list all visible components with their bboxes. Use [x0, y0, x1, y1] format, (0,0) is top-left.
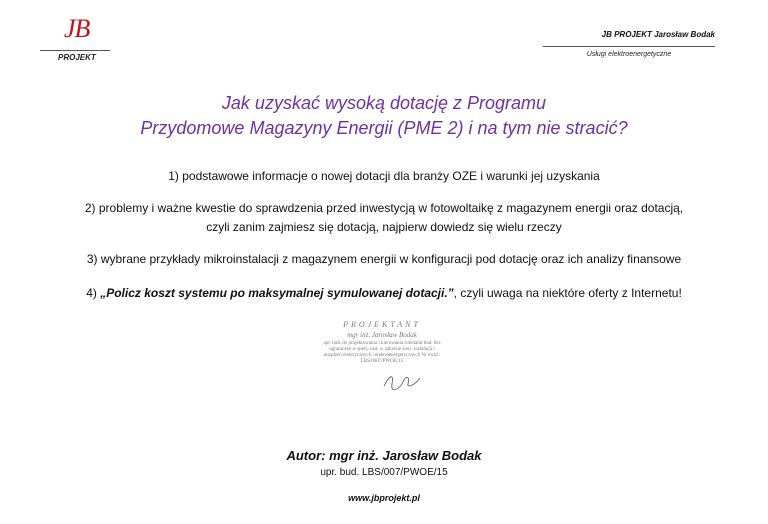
- point-1: 1) podstawowe informacje o nowej dotacji dla branży OZE i warunki jej uzyskania: [168, 169, 600, 183]
- company-logo: [40, 14, 110, 64]
- stamp-name: mgr inż. Jarosław Bodak: [347, 331, 417, 339]
- company-name: JB PROJEKT Jarosław Bodak: [601, 30, 715, 39]
- point-2-line-2: czyli zanim zajmiesz się dotacją, najpierw dowiedz się wielu rzeczy: [206, 220, 562, 234]
- point-4-prefix: 4): [86, 286, 101, 300]
- logo-text: JB: [64, 14, 90, 43]
- title-line-1: Jak uzyskać wysoką dotację z Programu: [221, 93, 547, 113]
- point-2-line-1: 2) problemy i ważne kwestie do sprawdzenia przed inwestycją w fotowoltaikę z magazynem energii oraz dotacją,: [84, 201, 684, 215]
- point-4-quote: „Policz koszt systemu po maksymalnej symulowanej dotacji.”: [100, 286, 454, 300]
- header-divider: [543, 46, 715, 47]
- stamp-text: upr. bud. do projektowania i kierowania robotami bud. bez ograniczeń w specj. inst. w zakresie sieci, instalacji i urządzeń elektrycznych i elektroenergetycznych Nr ewid.: LBS/0007/PWOE/15: [323, 341, 441, 364]
- point-4-suffix: , czyli uwaga na niektóre oferty z Internetu!: [453, 286, 682, 300]
- logo-subtitle: PROJEKT: [58, 53, 96, 62]
- stamp-heading: PROJEKTANT: [343, 320, 421, 329]
- header-company: [543, 30, 715, 58]
- designer-stamp: [322, 320, 442, 400]
- company-tagline: Usługi elektroenergetyczne: [586, 51, 672, 58]
- author-line: Autor: mgr inż. Jarosław Bodak: [286, 448, 482, 463]
- title-line-2: Przydomowe Magazyny Energii (PME 2) i na tym nie stracić?: [140, 118, 628, 138]
- logo-divider: [40, 50, 110, 51]
- point-4: [0, 286, 768, 300]
- point-3: 3) wybrane przykłady mikroinstalacji z magazynem energii w konfiguracji pod dotację oraz ich analizy finansowe: [86, 252, 682, 266]
- website-link[interactable]: www.jbprojekt.pl: [348, 493, 420, 503]
- signature-icon: [382, 372, 422, 392]
- license-number: upr. bud. LBS/007/PWOE/15: [320, 467, 448, 478]
